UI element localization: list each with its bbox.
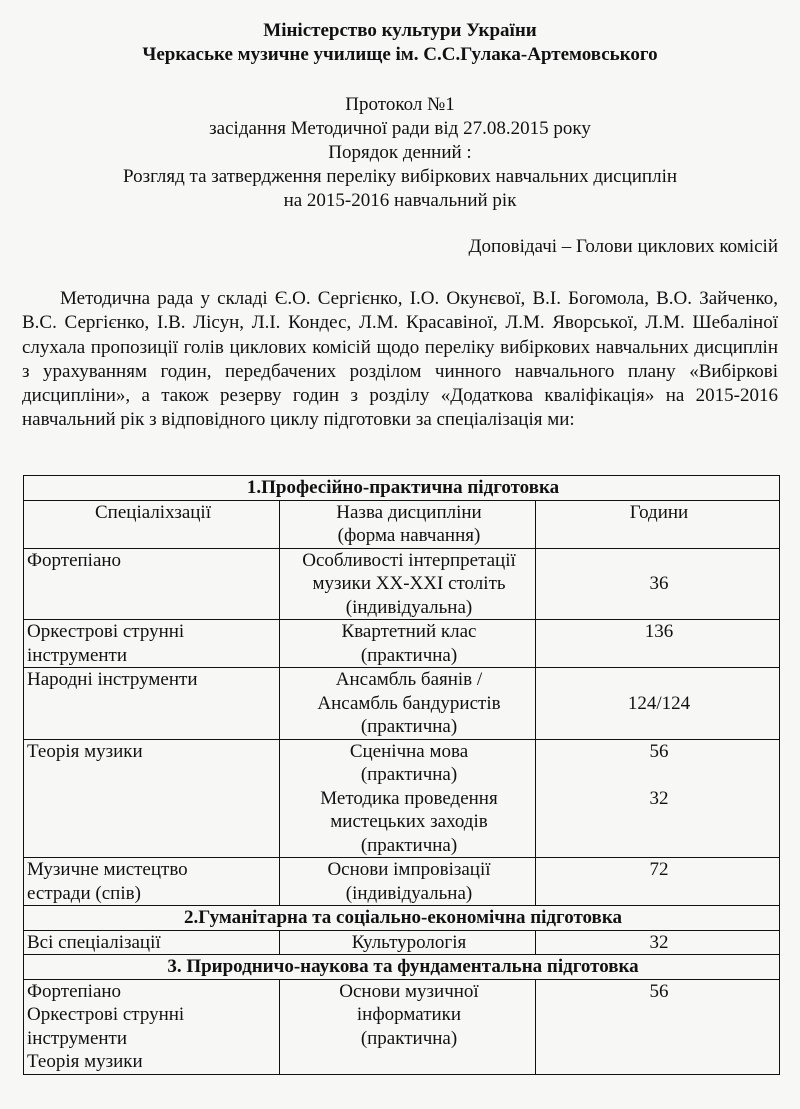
hours-cell: 32 <box>536 930 780 955</box>
hours-cell <box>536 858 780 906</box>
col-header-name-line-1: Назва дисципліни <box>336 501 482 523</box>
discipline-cell <box>280 979 536 1074</box>
spec-text: інструменти <box>27 1027 128 1049</box>
agenda-label: Порядок денний : <box>328 142 472 163</box>
discipline-text: Основи музичної <box>339 980 479 1002</box>
discipline-form: (практична) <box>360 716 458 737</box>
spec-text: інструменти <box>27 644 128 666</box>
spec-cell <box>24 548 280 620</box>
spec-text: Теорія музики <box>27 1051 143 1072</box>
spec-cell: Всі спеціалізації <box>24 930 280 955</box>
protocol-title: Протокол №1 <box>345 94 455 115</box>
spec-text: Фортепіано <box>27 549 122 571</box>
discipline-form: (індивідуальна) <box>345 596 473 618</box>
spec-cell <box>24 620 280 668</box>
col-header-name-line-2: (форма навчання) <box>337 525 481 546</box>
body-paragraph: Методична рада у складі Є.О. Сергієнко, І.О. Окунєвої, В.І. Богомола, В.О. Зайченко, В.С. Сергієнко, І.В. Лісун, Л.І. Кондес, Л.М. Красавіної, Л.М. Яворської, Л.М. Шебаліної слухала пропозиції голів циклових комісій щодо переліку вибіркових навчальних дисциплін з урахуванням годин, передбачених розділом чинного навчального плану «Вибіркові дисципліни», а також резерву годин з розділу «Додаткова кваліфікація» на 2015-2016 навчальний рік з відповідного циклу підготовки за спеціалізація ми: <box>22 288 778 431</box>
meeting-line: засідання Методичної ради від 27.08.2015 року <box>209 118 591 139</box>
discipline-cell <box>280 548 536 620</box>
hours-cell <box>536 979 780 1074</box>
spec-text: Народні інструменти <box>27 669 198 690</box>
hours-value: 124/124 <box>627 692 691 714</box>
table-row <box>24 979 780 1074</box>
hours-cell <box>536 668 780 740</box>
col-header-name <box>280 500 536 548</box>
agenda-line-2: на 2015-2016 навчальний рік <box>283 190 517 211</box>
hours-value: 36 <box>649 573 669 594</box>
spec-cell <box>24 858 280 906</box>
hours-value: 136 <box>644 621 674 642</box>
school-heading: Черкаське музичне училище ім. С.С.Гулака-Артемовського <box>142 44 658 65</box>
discipline-text: Ансамбль баянів / <box>335 669 483 690</box>
col-header-hours: Години <box>536 500 780 548</box>
hours-value: 56 <box>649 740 669 762</box>
table-row <box>24 668 780 740</box>
discipline-text: інформатики <box>356 1004 462 1025</box>
hours-cell <box>536 620 780 668</box>
discipline-form: (практична) <box>360 644 458 666</box>
discipline-form: (практична) <box>360 834 458 856</box>
spec-text: Оркестрові струнні <box>27 1004 185 1025</box>
disciplines-table <box>23 475 780 1075</box>
table-row <box>24 548 780 620</box>
spec-text: Теорія музики <box>27 740 143 762</box>
table-row <box>24 739 780 858</box>
discipline-form: (практична) <box>360 1027 458 1049</box>
discipline-cell <box>280 858 536 906</box>
table-row <box>24 930 780 955</box>
section-header-1: 1.Професійно-практична підготовка <box>24 476 780 501</box>
speakers-line: Доповідачі – Голови циклових комісій <box>468 236 778 257</box>
discipline-text: Ансамбль бандуристів <box>317 692 501 714</box>
col-header-spec: Спеціаліхзації <box>24 500 280 548</box>
spec-cell <box>24 668 280 740</box>
agenda-line-1: Розгляд та затвердження переліку вибіркових навчальних дисциплін <box>122 166 678 187</box>
discipline-text: Особливості інтерпретації <box>302 549 516 571</box>
discipline-text: Сценічна мова <box>349 740 469 762</box>
hours-value: 56 <box>649 980 669 1002</box>
discipline-cell <box>280 739 536 858</box>
ministry-heading: Міністерство культури України <box>263 20 537 41</box>
discipline-cell <box>280 620 536 668</box>
hours-cell <box>536 548 780 620</box>
section-header-3: 3. Природничо-наукова та фундаментальна підготовка <box>24 955 780 980</box>
spec-cell <box>24 739 280 858</box>
spec-text: естради (спів) <box>27 882 141 904</box>
spec-text: Оркестрові струнні <box>27 621 185 642</box>
discipline-cell <box>280 668 536 740</box>
discipline-cell: Культурологія <box>280 930 536 955</box>
spec-text: Фортепіано <box>27 980 122 1002</box>
discipline-form: (індивідуальна) <box>345 882 473 904</box>
section-header-2: 2.Гуманітарна та соціально-економічна підготовка <box>24 906 780 931</box>
hours-value: 32 <box>649 787 669 809</box>
table-row <box>24 620 780 668</box>
spec-text: Музичне мистецтво <box>27 859 188 880</box>
hours-value: 72 <box>649 859 669 880</box>
discipline-text: Квартетний клас <box>341 621 477 642</box>
discipline-text: мистецьких заходів <box>330 811 488 832</box>
hours-cell <box>536 739 780 858</box>
discipline-text: Методика проведення <box>320 787 498 809</box>
spec-cell <box>24 979 280 1074</box>
table-row <box>24 858 780 906</box>
table-header-row <box>24 500 780 548</box>
discipline-text: музики XX-XXI століть <box>312 573 506 594</box>
discipline-text: Основи імпровізації <box>327 859 491 880</box>
discipline-form: (практична) <box>360 764 458 785</box>
